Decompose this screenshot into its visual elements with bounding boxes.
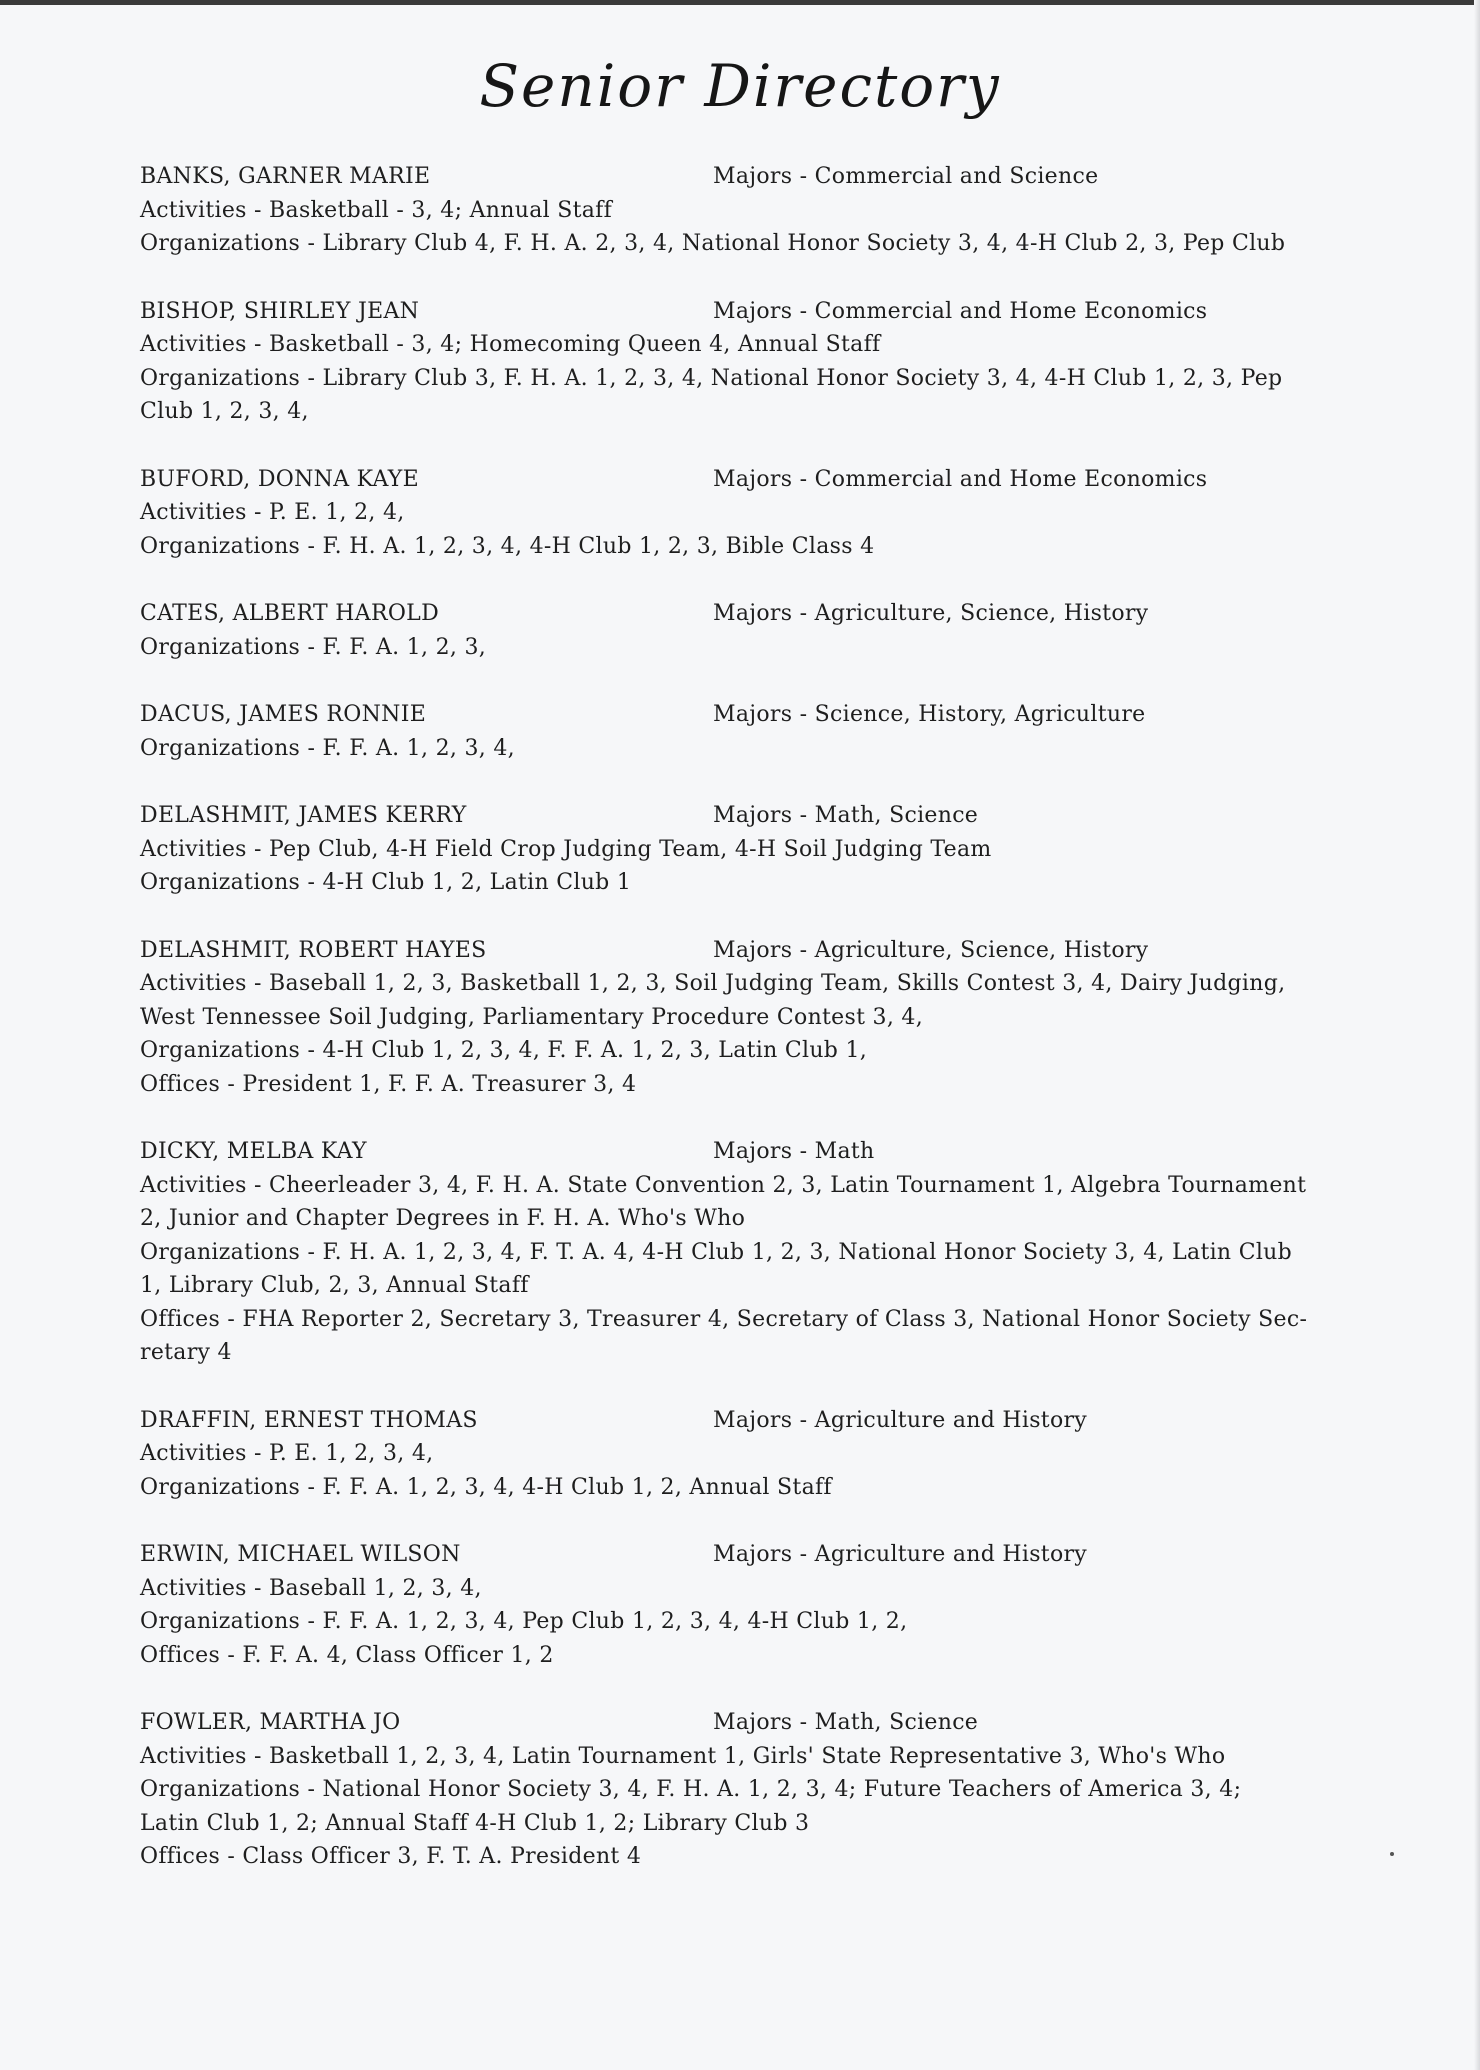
entry-detail-line: Activities - P. E. 1, 2, 4, bbox=[140, 500, 405, 525]
entry-detail-line: Organizations - 4-H Club 1, 2, Latin Club 1 bbox=[140, 870, 632, 895]
student-name: DELASHMIT, ROBERT HAYES bbox=[140, 937, 487, 963]
entry-detail-line: Activities - Basketball - 3, 4; Homecoming Queen 4, Annual Staff bbox=[140, 332, 881, 357]
directory-entry bbox=[140, 1706, 1360, 1874]
student-name: CATES, ALBERT HAROLD bbox=[140, 601, 440, 626]
student-name: DELASHMIT, JAMES KERRY bbox=[140, 803, 467, 828]
entry-detail-line: Activities - Basketball 1, 2, 3, 4, Latin Tournament 1, Girls' State Representative 3, Who's Who bbox=[140, 1743, 1226, 1769]
student-name: BISHOP, SHIRLEY JEAN bbox=[140, 298, 420, 324]
entry-detail-line: Activities - Cheerleader 3, 4, F. H. A. State Convention 2, 3, Latin Tournament 1, Algebra Tournament bbox=[140, 1172, 1307, 1198]
directory-entry bbox=[140, 934, 1360, 1102]
entry-header bbox=[140, 295, 1360, 329]
student-majors: Majors - Commercial and Science bbox=[713, 164, 1099, 189]
entry-detail-line: Organizations - F. H. A. 1, 2, 3, 4, F. T. A. 4, 4-H Club 1, 2, 3, National Honor Society 3, 4, Latin Club bbox=[140, 1239, 1293, 1265]
entry-detail-line: Activities - Basketball - 3, 4; Annual Staff bbox=[140, 197, 613, 223]
entry-detail-line: Organizations - National Honor Society 3, 4, F. H. A. 1, 2, 3, 4; Future Teachers of America 3, 4; bbox=[140, 1777, 1242, 1802]
student-name: DRAFFIN, ERNEST THOMAS bbox=[140, 1407, 478, 1433]
student-majors: Majors - Math, Science bbox=[713, 1710, 979, 1735]
student-name: BUFORD, DONNA KAYE bbox=[140, 466, 419, 492]
entry-detail-line: Offices - Class Officer 3, F. T. A. President 4 bbox=[140, 1844, 642, 1869]
entry-header bbox=[140, 698, 1360, 732]
directory-entry bbox=[140, 597, 1360, 664]
student-majors: Majors - Math, Science bbox=[713, 803, 979, 828]
student-name: ERWIN, MICHAEL WILSON bbox=[140, 1542, 461, 1567]
entry-header bbox=[140, 1135, 1360, 1169]
entry-detail-line: 1, Library Club, 2, 3, Annual Staff bbox=[140, 1273, 529, 1298]
page-title: Senior Directory bbox=[479, 52, 1001, 120]
entry-header bbox=[140, 463, 1360, 497]
entry-detail-line: 2, Junior and Chapter Degrees in F. H. A. Who's Who bbox=[140, 1206, 746, 1231]
scan-right-edge bbox=[1474, 0, 1480, 2070]
directory-entry bbox=[140, 1135, 1360, 1370]
scan-top-edge bbox=[0, 0, 1480, 5]
entry-detail-line: Organizations - F. F. A. 1, 2, 3, 4, Pep Club 1, 2, 3, 4, 4-H Club 1, 2, bbox=[140, 1609, 908, 1634]
scan-speck bbox=[1390, 1852, 1394, 1856]
entry-detail-line: Club 1, 2, 3, 4, bbox=[140, 399, 309, 424]
entry-detail-line: Activities - Pep Club, 4-H Field Crop Judging Team, 4-H Soil Judging Team bbox=[140, 836, 992, 862]
student-majors: Majors - Science, History, Agriculture bbox=[713, 702, 1146, 727]
directory-entry bbox=[140, 1404, 1360, 1505]
student-majors: Majors - Commercial and Home Economics bbox=[713, 298, 1208, 324]
entry-header bbox=[140, 160, 1360, 194]
entry-header bbox=[140, 597, 1360, 631]
entry-detail-line: Activities - Baseball 1, 2, 3, Basketball 1, 2, 3, Soil Judging Team, Skills Contest 3, 4, Dairy Judging, bbox=[140, 971, 1286, 996]
student-majors: Majors - Commercial and Home Economics bbox=[713, 466, 1208, 492]
entry-detail-line: retary 4 bbox=[140, 1340, 232, 1365]
student-majors: Majors - Agriculture, Science, History bbox=[713, 937, 1149, 963]
student-majors: Majors - Agriculture and History bbox=[713, 1407, 1088, 1433]
directory-entry bbox=[140, 1538, 1360, 1672]
entry-detail-line: Latin Club 1, 2; Annual Staff 4-H Club 1, 2; Library Club 3 bbox=[140, 1810, 810, 1836]
entry-header bbox=[140, 799, 1360, 833]
directory-entry bbox=[140, 463, 1360, 564]
entry-header bbox=[140, 1404, 1360, 1438]
entry-detail-line: West Tennessee Soil Judging, Parliamentary Procedure Contest 3, 4, bbox=[140, 1004, 923, 1030]
entry-header bbox=[140, 1706, 1360, 1740]
directory-entry bbox=[140, 295, 1360, 429]
entry-detail-line: Offices - F. F. A. 4, Class Officer 1, 2 bbox=[140, 1642, 554, 1668]
entry-detail-line: Organizations - F. F. A. 1, 2, 3, bbox=[140, 634, 487, 660]
entry-header bbox=[140, 934, 1360, 968]
student-name: BANKS, GARNER MARIE bbox=[140, 164, 431, 189]
entry-detail-line: Organizations - F. F. A. 1, 2, 3, 4, 4-H Club 1, 2, Annual Staff bbox=[140, 1474, 832, 1500]
directory-entries bbox=[140, 160, 1360, 1908]
entry-detail-line: Organizations - F. F. A. 1, 2, 3, 4, bbox=[140, 735, 515, 761]
student-name: DICKY, MELBA KAY bbox=[140, 1139, 367, 1164]
entry-detail-line: Offices - FHA Reporter 2, Secretary 3, Treasurer 4, Secretary of Class 3, National Honor Society Sec- bbox=[140, 1306, 1308, 1332]
directory-entry bbox=[140, 160, 1360, 261]
entry-detail-line: Organizations - 4-H Club 1, 2, 3, 4, F. F. A. 1, 2, 3, Latin Club 1, bbox=[140, 1038, 868, 1063]
student-majors: Majors - Agriculture and History bbox=[713, 1542, 1088, 1567]
entry-detail-line: Organizations - F. H. A. 1, 2, 3, 4, 4-H Club 1, 2, 3, Bible Class 4 bbox=[140, 533, 875, 559]
directory-entry bbox=[140, 799, 1360, 900]
entry-detail-line: Activities - P. E. 1, 2, 3, 4, bbox=[140, 1441, 434, 1466]
entry-detail-line: Organizations - Library Club 4, F. H. A. 2, 3, 4, National Honor Society 3, 4, 4-H Club 2, 3, Pep Club bbox=[140, 231, 1286, 256]
entry-detail-line: Activities - Baseball 1, 2, 3, 4, bbox=[140, 1575, 482, 1601]
entry-detail-line: Organizations - Library Club 3, F. H. A. 1, 2, 3, 4, National Honor Society 3, 4, 4-H Club 1, 2, 3, Pep bbox=[140, 365, 1283, 391]
student-majors: Majors - Math bbox=[713, 1139, 875, 1164]
entry-header bbox=[140, 1538, 1360, 1572]
entry-detail-line: Offices - President 1, F. F. A. Treasurer 3, 4 bbox=[140, 1071, 637, 1097]
student-name: FOWLER, MARTHA JO bbox=[140, 1710, 401, 1735]
directory-entry bbox=[140, 698, 1360, 765]
student-name: DACUS, JAMES RONNIE bbox=[140, 702, 427, 727]
student-majors: Majors - Agriculture, Science, History bbox=[713, 601, 1149, 626]
